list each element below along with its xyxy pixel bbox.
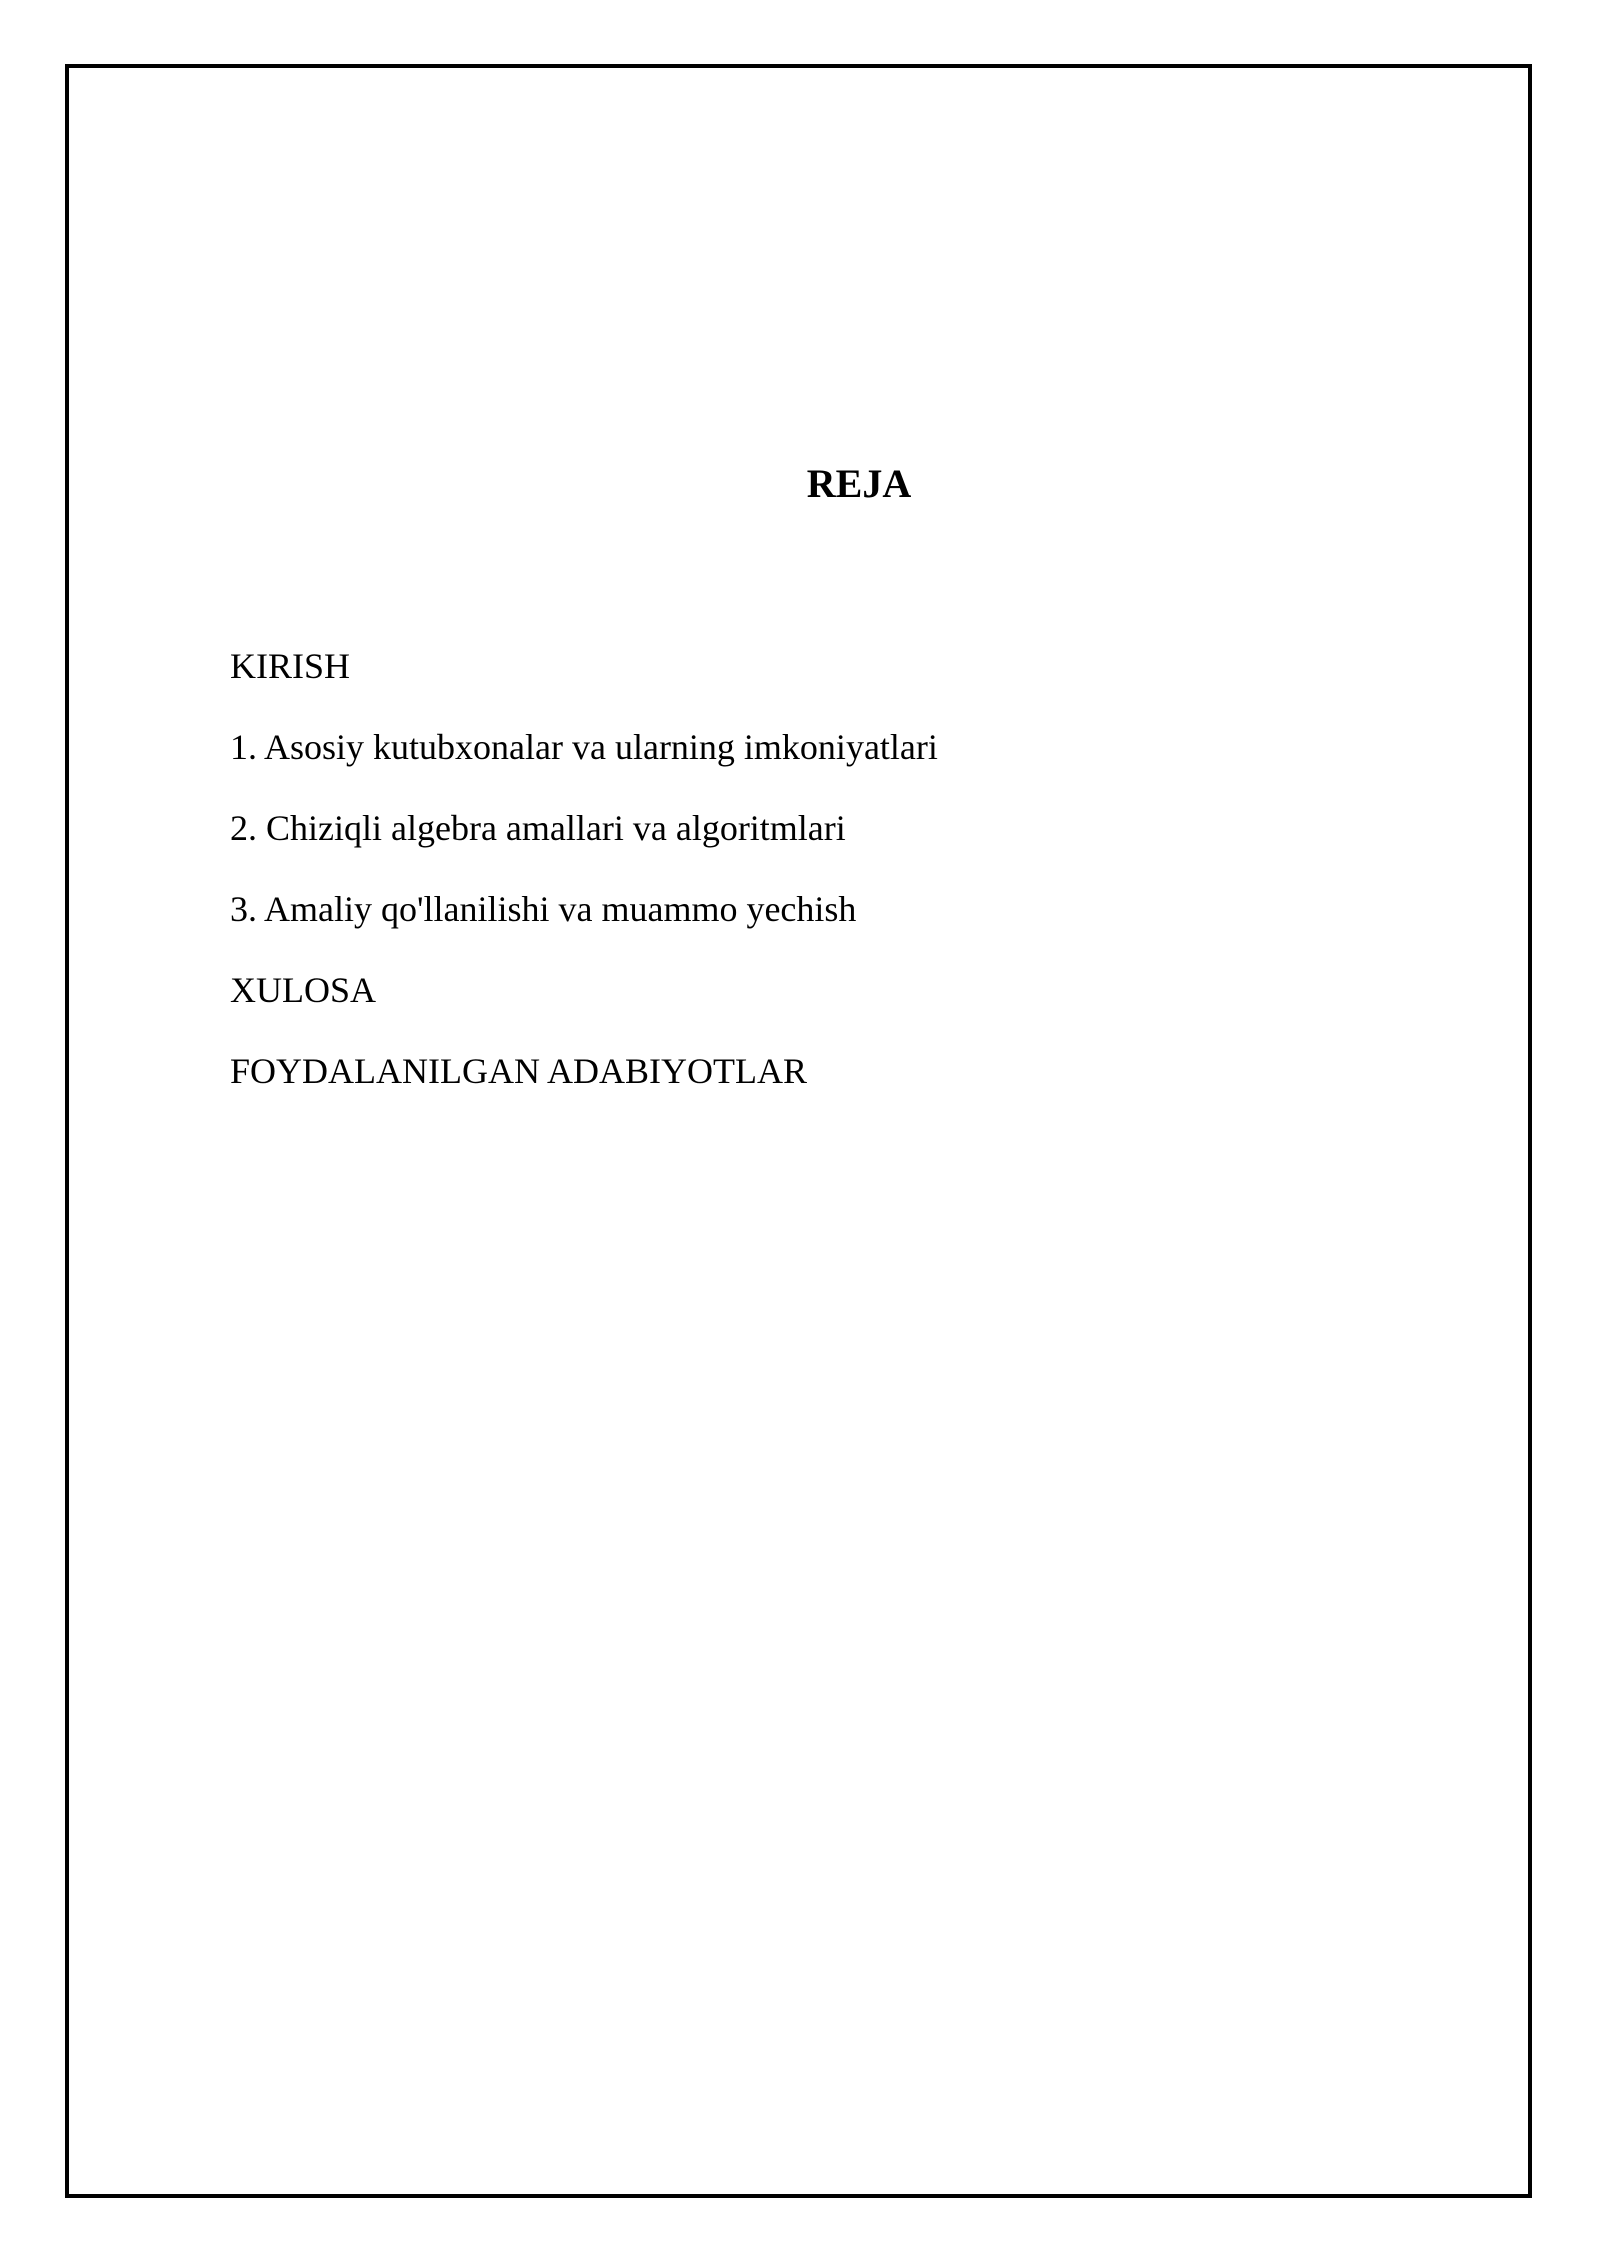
toc-item-section-1: 1. Asosiy kutubxonalar va ularning imkoniyatlari [230,727,938,767]
page-title: REJA [806,461,912,506]
table-of-contents [230,644,938,1130]
toc-item-conclusion: XULOSA [230,970,377,1010]
toc-item-section-3: 3. Amaliy qo'llanilishi va muammo yechish [230,889,857,929]
page-border [65,64,1532,2198]
toc-item-section-2: 2. Chiziqli algebra amallari va algoritmlari [230,808,846,848]
toc-item-references: FOYDALANILGAN ADABIYOTLAR [230,1051,807,1091]
toc-item-introduction: KIRISH [230,646,351,686]
